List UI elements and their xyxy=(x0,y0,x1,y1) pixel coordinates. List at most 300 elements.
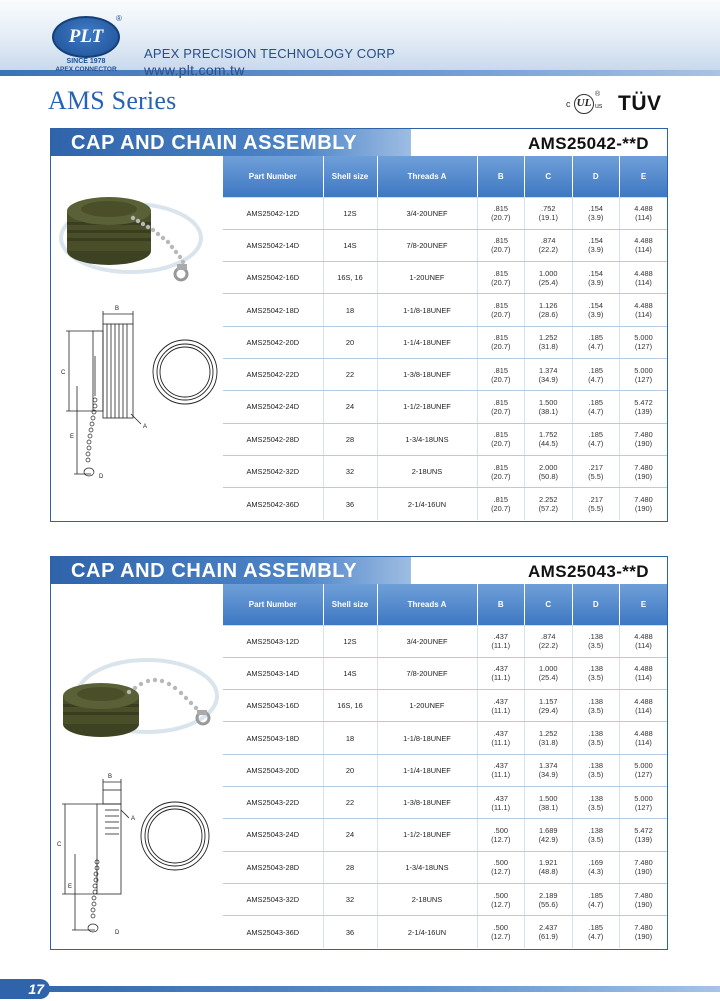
dim-b-cell xyxy=(477,690,525,722)
dim-d-mm: (3.9) xyxy=(588,245,604,255)
dim-e-inch: 7.480 xyxy=(634,858,653,868)
dim-e-inch: 7.480 xyxy=(634,923,653,933)
dim-c-cell xyxy=(525,819,573,851)
dim-b-cell xyxy=(477,916,525,948)
dim-b-inch: .437 xyxy=(493,632,508,642)
table-body xyxy=(223,197,667,520)
dim-e-mm: (127) xyxy=(634,342,653,352)
dim-d-cell xyxy=(572,488,620,520)
dim-e-inch: 4.488 xyxy=(634,632,653,642)
shell-size-cell: 22 xyxy=(323,786,377,818)
part-number-cell: AMS25042-14D xyxy=(223,229,323,261)
dim-d-mm: (4.7) xyxy=(588,439,604,449)
dim-e-cell xyxy=(620,423,668,455)
dim-c-cell xyxy=(525,851,573,883)
dim-e-inch: 5.472 xyxy=(634,397,653,407)
shell-size-cell: 14S xyxy=(323,657,377,689)
thread-cell: 7/8-20UNEF xyxy=(377,229,477,261)
dim-d-inch: .138 xyxy=(588,761,603,771)
dim-e-mm: (114) xyxy=(635,277,652,287)
dim-b-inch: .815 xyxy=(493,397,508,407)
table-row xyxy=(223,423,667,455)
thread-cell: 1-20UNEF xyxy=(377,262,477,294)
tuv-mark: TÜV xyxy=(618,92,662,115)
dim-b-inch: .815 xyxy=(493,204,508,214)
dim-e-cell xyxy=(620,358,668,390)
dim-b-mm: (20.7) xyxy=(491,374,511,384)
dim-c-inch: 1.374 xyxy=(539,761,558,771)
part-number-cell: AMS25043-32D xyxy=(223,883,323,915)
dim-d-cell xyxy=(572,690,620,722)
dim-e-cell xyxy=(620,786,668,818)
part-number-cell: AMS25042-20D xyxy=(223,326,323,358)
thread-cell: 2-18UNS xyxy=(377,455,477,487)
dim-b-cell xyxy=(477,262,525,294)
dim-label-c: C xyxy=(57,842,62,848)
dim-e-mm: (127) xyxy=(634,802,653,812)
dim-b-mm: (11.1) xyxy=(491,802,511,812)
dim-d-mm: (3.9) xyxy=(588,213,604,223)
dim-e-cell xyxy=(620,229,668,261)
dim-d-inch: .138 xyxy=(588,825,603,835)
dim-e-inch: 5.472 xyxy=(634,825,653,835)
dim-b-inch: .500 xyxy=(493,825,508,835)
dim-c-inch: 1.252 xyxy=(539,729,558,739)
dim-b-cell xyxy=(477,819,525,851)
spec-table-ams25042 xyxy=(223,156,667,520)
page-number: 17 xyxy=(0,979,50,999)
dim-c-mm: (42.9) xyxy=(538,834,558,844)
col-header-d: D xyxy=(572,156,620,197)
dim-d-inch: .185 xyxy=(588,923,603,933)
dim-b-mm: (11.1) xyxy=(491,673,511,683)
dim-e-mm: (114) xyxy=(635,705,652,715)
table-row xyxy=(223,916,667,948)
dim-c-cell xyxy=(525,883,573,915)
table-row xyxy=(223,883,667,915)
thread-cell: 1-3/4-18UNS xyxy=(377,851,477,883)
dim-b-cell xyxy=(477,786,525,818)
dim-b-inch: .815 xyxy=(493,268,508,278)
dim-d-cell xyxy=(572,197,620,229)
part-number-cell: AMS25043-24D xyxy=(223,819,323,851)
thread-cell: 1-1/4-18UNEF xyxy=(377,754,477,786)
dim-d-cell xyxy=(572,657,620,689)
dim-b-cell xyxy=(477,294,525,326)
dim-c-inch: .874 xyxy=(541,632,556,642)
dim-c-mm: (31.8) xyxy=(538,738,558,748)
dim-c-cell xyxy=(525,455,573,487)
dim-c-cell xyxy=(525,294,573,326)
thread-cell: 1-3/4-18UNS xyxy=(377,423,477,455)
dim-e-inch: 5.000 xyxy=(634,365,653,375)
dim-c-mm: (38.1) xyxy=(538,802,558,812)
dim-d-mm: (3.5) xyxy=(588,673,604,683)
dim-e-mm: (127) xyxy=(634,770,653,780)
col-header-e: E xyxy=(620,156,668,197)
dim-c-inch: 2.252 xyxy=(539,495,558,505)
part-number-cell: AMS25042-24D xyxy=(223,391,323,423)
shell-size-cell: 32 xyxy=(323,455,377,487)
table-row xyxy=(223,262,667,294)
dim-b-cell xyxy=(477,326,525,358)
dim-e-cell xyxy=(620,690,668,722)
table-row xyxy=(223,690,667,722)
shell-size-cell: 12S xyxy=(323,197,377,229)
ul-us-label: us xyxy=(595,103,603,110)
dim-label-d: D xyxy=(115,930,120,936)
dim-d-inch: .185 xyxy=(588,333,603,343)
cap-chain-drawing xyxy=(51,156,223,521)
dim-b-mm: (11.1) xyxy=(491,738,511,748)
shell-size-cell: 18 xyxy=(323,722,377,754)
logo-registered-mark: ® xyxy=(116,14,122,23)
dim-d-cell xyxy=(572,786,620,818)
dim-e-inch: 4.488 xyxy=(634,204,653,214)
shell-size-cell: 28 xyxy=(323,851,377,883)
section-ams25042 xyxy=(50,128,668,522)
dim-d-inch: .169 xyxy=(588,858,603,868)
dim-c-cell xyxy=(525,690,573,722)
dim-c-inch: 1.921 xyxy=(539,858,558,868)
dim-e-inch: 4.488 xyxy=(634,696,653,706)
dim-b-cell xyxy=(477,722,525,754)
thread-cell: 2-1/4-16UN xyxy=(377,916,477,948)
dim-b-cell xyxy=(477,488,525,520)
dim-b-mm: (11.1) xyxy=(491,770,511,780)
part-number-cell: AMS25042-16D xyxy=(223,262,323,294)
dim-b-mm: (12.7) xyxy=(491,899,511,909)
dim-d-mm: (4.7) xyxy=(588,342,604,352)
dim-d-cell xyxy=(572,229,620,261)
chain-ring xyxy=(175,264,187,280)
table-row xyxy=(223,625,667,657)
dim-c-cell xyxy=(525,423,573,455)
dim-c-inch: .752 xyxy=(541,204,556,214)
thread-cell: 2-1/4-16UN xyxy=(377,488,477,520)
dim-c-cell xyxy=(525,197,573,229)
front-view-drawing xyxy=(153,340,217,404)
dim-d-inch: .217 xyxy=(588,462,603,472)
thread-cell: 1-3/8-18UNEF xyxy=(377,358,477,390)
col-header-e: E xyxy=(620,584,668,625)
section-part-code: AMS25042-**D xyxy=(527,134,649,153)
dim-c-inch: 1.157 xyxy=(539,696,558,706)
table-row xyxy=(223,786,667,818)
dim-e-inch: 7.480 xyxy=(634,890,653,900)
thread-cell: 1-1/8-18UNEF xyxy=(377,722,477,754)
dim-b-mm: (20.7) xyxy=(491,213,511,223)
dim-c-inch: 1.126 xyxy=(539,301,558,311)
dim-b-inch: .815 xyxy=(493,495,508,505)
series-title: AMS Series xyxy=(48,86,177,115)
dim-c-mm: (38.1) xyxy=(538,406,558,416)
thread-cell: 1-1/2-18UNEF xyxy=(377,391,477,423)
dim-c-mm: (55.6) xyxy=(538,899,558,909)
dim-d-mm: (4.7) xyxy=(588,899,604,909)
dim-d-inch: .154 xyxy=(588,204,603,214)
dim-b-inch: .815 xyxy=(493,462,508,472)
section-ams25043 xyxy=(50,556,668,950)
dim-b-inch: .815 xyxy=(493,301,508,311)
dim-label-b: B xyxy=(115,306,120,312)
dim-e-mm: (190) xyxy=(634,867,653,877)
ul-circle: UL xyxy=(574,94,594,114)
part-number-cell: AMS25043-12D xyxy=(223,625,323,657)
dim-d-inch: .154 xyxy=(588,268,603,278)
shell-size-cell: 36 xyxy=(323,488,377,520)
dim-c-mm: (22.2) xyxy=(538,245,558,255)
dim-e-inch: 4.488 xyxy=(634,236,653,246)
dim-e-cell xyxy=(620,722,668,754)
part-number-cell: AMS25042-32D xyxy=(223,455,323,487)
dim-c-mm: (25.4) xyxy=(538,673,558,683)
shell-size-cell: 14S xyxy=(323,229,377,261)
dim-e-cell xyxy=(620,883,668,915)
dim-b-inch: .500 xyxy=(493,890,508,900)
dim-e-cell xyxy=(620,851,668,883)
dim-b-mm: (11.1) xyxy=(491,705,511,715)
dim-d-cell xyxy=(572,423,620,455)
drawing-chain xyxy=(84,398,97,476)
dim-c-cell xyxy=(525,229,573,261)
dim-c-inch: 1.000 xyxy=(539,664,558,674)
table-body xyxy=(223,625,667,948)
dim-c-cell xyxy=(525,916,573,948)
table-row xyxy=(223,455,667,487)
dim-label-a: A xyxy=(143,424,148,430)
ul-c-label: c xyxy=(566,99,571,109)
dim-c-mm: (48.8) xyxy=(538,867,558,877)
shell-size-cell: 18 xyxy=(323,294,377,326)
dim-e-mm: (139) xyxy=(634,406,653,416)
dim-label-d: D xyxy=(99,474,104,480)
side-view-drawing xyxy=(62,779,129,930)
part-number-cell: AMS25043-36D xyxy=(223,916,323,948)
dim-e-mm: (139) xyxy=(634,834,653,844)
col-header-b: B xyxy=(477,584,525,625)
dim-b-inch: .437 xyxy=(493,696,508,706)
dim-d-mm: (4.7) xyxy=(588,374,604,384)
thread-cell: 2-18UNS xyxy=(377,883,477,915)
dim-b-mm: (12.7) xyxy=(491,834,511,844)
dim-b-inch: .437 xyxy=(493,761,508,771)
part-number-cell: AMS25043-14D xyxy=(223,657,323,689)
dim-d-inch: .154 xyxy=(588,301,603,311)
dim-b-cell xyxy=(477,197,525,229)
dim-c-inch: 1.000 xyxy=(539,268,558,278)
thread-cell: 1-20UNEF xyxy=(377,690,477,722)
shell-size-cell: 12S xyxy=(323,625,377,657)
ul-registered: ® xyxy=(595,91,601,98)
col-header-c: C xyxy=(525,584,573,625)
dim-c-inch: .874 xyxy=(541,236,556,246)
dim-e-inch: 4.488 xyxy=(634,301,653,311)
section-title: CAP AND CHAIN ASSEMBLY xyxy=(71,132,358,154)
cap-chain-drawing xyxy=(51,584,223,949)
dim-d-inch: .185 xyxy=(588,430,603,440)
dim-c-inch: 2.000 xyxy=(539,462,558,472)
dim-d-mm: (3.5) xyxy=(588,802,604,812)
dim-e-mm: (127) xyxy=(634,374,653,384)
dim-e-cell xyxy=(620,754,668,786)
dim-d-mm: (4.3) xyxy=(588,867,604,877)
thread-cell: 1-3/8-18UNEF xyxy=(377,786,477,818)
dim-label-c: C xyxy=(61,370,66,376)
thread-cell: 7/8-20UNEF xyxy=(377,657,477,689)
table-header-row xyxy=(223,584,667,625)
dim-e-cell xyxy=(620,294,668,326)
dim-b-cell xyxy=(477,754,525,786)
dim-d-inch: .138 xyxy=(588,696,603,706)
dim-d-mm: (3.9) xyxy=(588,277,604,287)
dim-b-cell xyxy=(477,455,525,487)
dim-b-cell xyxy=(477,391,525,423)
dim-d-cell xyxy=(572,754,620,786)
dim-b-cell xyxy=(477,229,525,261)
dim-d-cell xyxy=(572,455,620,487)
part-number-cell: AMS25042-28D xyxy=(223,423,323,455)
dim-e-mm: (114) xyxy=(635,673,652,683)
dim-e-mm: (114) xyxy=(635,310,652,320)
col-header-b: B xyxy=(477,156,525,197)
dim-d-mm: (3.5) xyxy=(588,705,604,715)
dim-b-cell xyxy=(477,657,525,689)
thread-cell: 3/4-20UNEF xyxy=(377,197,477,229)
dim-d-mm: (4.7) xyxy=(588,932,604,942)
shell-size-cell: 24 xyxy=(323,391,377,423)
dim-e-inch: 4.488 xyxy=(634,664,653,674)
dim-e-cell xyxy=(620,488,668,520)
dim-e-mm: (190) xyxy=(634,932,653,942)
dim-e-cell xyxy=(620,326,668,358)
dim-c-mm: (57.2) xyxy=(538,504,558,514)
front-view-drawing xyxy=(141,802,209,870)
dim-e-mm: (190) xyxy=(634,471,653,481)
dim-c-mm: (25.4) xyxy=(538,277,558,287)
dim-b-mm: (20.7) xyxy=(491,342,511,352)
dim-c-cell xyxy=(525,625,573,657)
part-number-cell: AMS25042-22D xyxy=(223,358,323,390)
dim-c-mm: (61.9) xyxy=(538,932,558,942)
dim-e-mm: (114) xyxy=(635,213,652,223)
dim-c-mm: (44.5) xyxy=(538,439,558,449)
dim-e-inch: 4.488 xyxy=(634,729,653,739)
dim-e-mm: (190) xyxy=(634,899,653,909)
dim-d-mm: (5.5) xyxy=(588,504,604,514)
dim-e-inch: 5.000 xyxy=(634,793,653,803)
dim-e-mm: (190) xyxy=(634,439,653,449)
dim-b-inch: .500 xyxy=(493,858,508,868)
table-row xyxy=(223,391,667,423)
shell-size-cell: 20 xyxy=(323,754,377,786)
thread-cell: 3/4-20UNEF xyxy=(377,625,477,657)
section-title-bar xyxy=(51,129,411,156)
dim-label-b: B xyxy=(108,774,113,780)
dim-e-inch: 4.488 xyxy=(634,268,653,278)
dim-d-inch: .185 xyxy=(588,890,603,900)
dim-b-inch: .437 xyxy=(493,729,508,739)
shell-size-cell: 16S, 16 xyxy=(323,690,377,722)
side-view-drawing xyxy=(66,311,141,474)
dim-d-cell xyxy=(572,851,620,883)
dim-e-inch: 7.480 xyxy=(634,495,653,505)
shell-size-cell: 24 xyxy=(323,819,377,851)
dim-e-mm: (114) xyxy=(635,245,652,255)
dim-e-cell xyxy=(620,657,668,689)
part-number-cell: AMS25043-28D xyxy=(223,851,323,883)
shell-size-cell: 32 xyxy=(323,883,377,915)
dim-c-cell xyxy=(525,657,573,689)
dim-c-cell xyxy=(525,786,573,818)
dim-b-mm: (20.7) xyxy=(491,310,511,320)
dim-d-cell xyxy=(572,819,620,851)
dim-e-cell xyxy=(620,455,668,487)
dim-b-inch: .500 xyxy=(493,923,508,933)
col-header-threads: Threads A xyxy=(377,584,477,625)
table-row xyxy=(223,358,667,390)
dim-e-inch: 7.480 xyxy=(634,462,653,472)
dim-e-cell xyxy=(620,916,668,948)
dim-c-inch: 2.437 xyxy=(539,923,558,933)
dim-d-cell xyxy=(572,391,620,423)
shell-size-cell: 36 xyxy=(323,916,377,948)
certification-marks xyxy=(566,92,676,116)
dim-c-cell xyxy=(525,391,573,423)
dim-c-inch: 1.500 xyxy=(539,397,558,407)
company-url[interactable]: www.plt.com.tw xyxy=(144,62,245,78)
dim-d-inch: .154 xyxy=(588,236,603,246)
dim-d-inch: .185 xyxy=(588,397,603,407)
table-row xyxy=(223,819,667,851)
dim-d-cell xyxy=(572,358,620,390)
dim-e-inch: 5.000 xyxy=(634,761,653,771)
dim-b-inch: .437 xyxy=(493,793,508,803)
col-header-shell-size: Shell size xyxy=(323,156,377,197)
table-row xyxy=(223,229,667,261)
part-number-cell: AMS25043-22D xyxy=(223,786,323,818)
table-row xyxy=(223,294,667,326)
dim-c-mm: (19.1) xyxy=(538,213,558,223)
dim-b-inch: .815 xyxy=(493,333,508,343)
col-header-threads: Threads A xyxy=(377,156,477,197)
dim-c-inch: 1.252 xyxy=(539,333,558,343)
table-row xyxy=(223,657,667,689)
dim-e-inch: 7.480 xyxy=(634,430,653,440)
dim-c-mm: (34.9) xyxy=(538,374,558,384)
dim-d-mm: (3.5) xyxy=(588,834,604,844)
dim-e-cell xyxy=(620,262,668,294)
dim-b-mm: (20.7) xyxy=(491,406,511,416)
dim-c-mm: (50.8) xyxy=(538,471,558,481)
dim-b-inch: .815 xyxy=(493,430,508,440)
table-row xyxy=(223,488,667,520)
dim-d-inch: .138 xyxy=(588,664,603,674)
dim-e-mm: (190) xyxy=(634,504,653,514)
section-header xyxy=(51,129,667,156)
dim-c-mm: (22.2) xyxy=(538,641,558,651)
company-name: APEX PRECISION TECHNOLOGY CORP xyxy=(144,46,396,61)
dim-d-cell xyxy=(572,883,620,915)
dim-label-a: A xyxy=(131,816,136,822)
dim-e-cell xyxy=(620,819,668,851)
dim-e-cell xyxy=(620,391,668,423)
dim-b-cell xyxy=(477,883,525,915)
dim-b-mm: (20.7) xyxy=(491,245,511,255)
dim-d-inch: .138 xyxy=(588,632,603,642)
dim-d-mm: (3.9) xyxy=(588,310,604,320)
col-header-c: C xyxy=(525,156,573,197)
